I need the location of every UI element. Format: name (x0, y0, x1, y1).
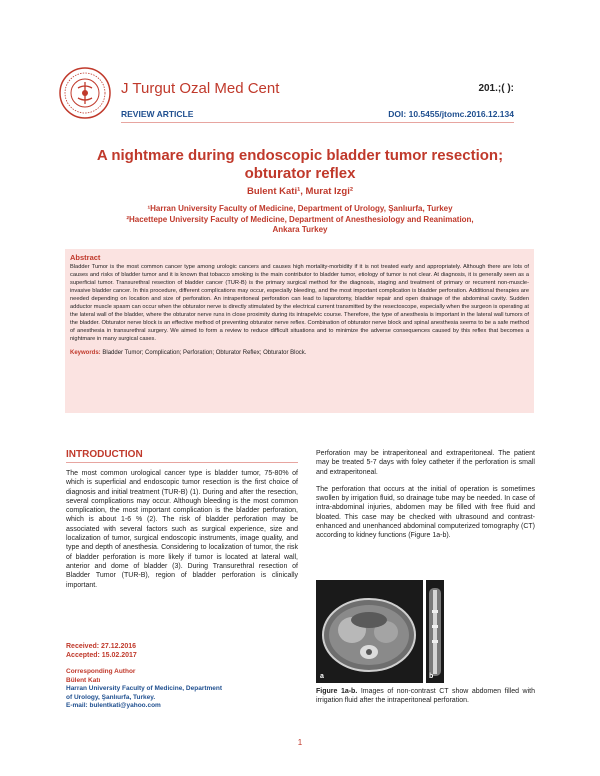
ct-scan-axial-icon (316, 580, 423, 683)
left-column (66, 449, 298, 590)
article-title (60, 147, 540, 183)
figure-label-a: a (320, 673, 324, 680)
abstract-box (65, 249, 534, 413)
title-line-1: A nightmare during endoscopic bladder tumor resection; (96, 147, 504, 164)
affiliations (60, 204, 540, 236)
ct-scan-coronal-icon (426, 580, 444, 683)
page-number: 1 (297, 738, 303, 747)
article-dates (66, 642, 137, 660)
right-column (316, 449, 535, 541)
abstract-text: Bladder Tumor is the most common cancer type among urologic cancers and causes high mortality-morbidity if it is not treated early and appropriately. Although there are lots of causes and risks of bladder tumor and it is known that tobacco smoking is the main contributor to bladder tumor, etiology of tumor is not clear. At diagnosis, it is generally seen as a superficial tumor. Transurethral resection of bladder cancer (TUR-B) is the primary surgical method for the diagnosis, staging and treatment of primary or recurrent non-muscle-invasive bladder cancer. In this procedure, different complications may occur, especially bleeding, and the most important complication is bladder perforation. Additional therapies are needed depending on location and size of perforation. An intraperitoneal perforation can lead to laparotomy, bladder repair and open drainage of the abdominal cavity. Sudden adductor muscle spasm can occur when the obturator nerve is directly stimulated by the electrical current transmitted by the resectoscope, especially when the surgeon is operating at the lateral wall of the bladder, where the obturator nerve runs in close proximity during its intrapelvic course. Therefore, the type of anesthesia is important in the lateral wall tumors of the bladder. Obturator nerve block is an effective method of preventing obturator nerve reflex. Combination of obturator nerve block and spinal anesthesia seems to be a safe method of anesthesia in transurethral surgery. We aimed to form a review to reduce difficult situations and to minimize the adverse consequences caused by this reflex that becomes a nightmare in many surgical cases. (70, 264, 529, 342)
figure-caption (316, 687, 535, 705)
keywords (70, 349, 529, 357)
corresponding-author (66, 668, 222, 711)
article-type: REVIEW ARTICLE (121, 109, 194, 119)
affiliation-2-city: Ankara Turkey (272, 225, 328, 234)
volume-info: 201.;( ): (478, 83, 514, 94)
introduction-heading: INTRODUCTION (66, 449, 298, 463)
corresponding-author-heading: Corresponding Author (66, 668, 136, 675)
corresponding-author-line-2: of Urology, Şanlıurfa, Turkey. (66, 693, 156, 701)
figure-1 (316, 580, 444, 683)
figure-caption-label: Figure 1a-b. (316, 688, 358, 695)
doi-link[interactable]: DOI: 10.5455/jtomc.2016.12.134 (388, 109, 514, 119)
abstract-heading: Abstract (70, 253, 101, 262)
keywords-label: Keywords: (70, 350, 101, 356)
perforation-paragraph-2: The perforation that occurs at the initial of operation is sometimes swollen by irrigation fluid, so drainage tube may be needed. In case of intra-abdominal injuries, abdomen may be filled with free fluid and bloated. This case may be checked with ultrasound and contrast-enhanced and unenhanced abdominal computerized tomography (CT) according to kidney functions (Figure 1a-b). (316, 485, 535, 540)
accepted-date: Accepted: 15.02.2017 (66, 652, 137, 659)
author-list: Bulent Kati¹, Murat Izgi² (246, 186, 354, 197)
corresponding-author-email[interactable]: E-mail: bulentkati@yahoo.com (66, 702, 161, 710)
received-date: Received: 27.12.2016 (66, 643, 137, 650)
corresponding-author-name: Bülent Katı (66, 676, 101, 684)
ct-image-b (426, 580, 444, 683)
title-line-2: obturator reflex (244, 165, 356, 182)
figure-caption-text: Images of non-contrast CT show abdomen filled with irrigation fluid after the intraperitoneal perforation. (316, 688, 535, 704)
introduction-paragraph: The most common urological cancer type is bladder tumor, 75-80% of which is superficial and endoscopic tumor resection is the first choice of diagnosis and initial treatment (TUR-B) (1). During and after the resection, several complications may occur. Although bleeding is the most common complication, the most important complication is the bladder perforation, which is about 1-6 % (2). The risk of bladder perforation may be associated with several factors such as surgical experience, size and localization of tumor, surgical endoscopic instruments, image quality, and type and depth of anesthesia. Considering to localization of tumor, the risk of bladder perforation is more likely if tumor is located at lateral wall, anterior and dome of bladder (3). During Transurethral resection of Bladder Tumor (TUR-B), region of bladder perforation is clinically important. (66, 470, 298, 589)
affiliation-2: ²Hacettepe University Faculty of Medicine, Department of Anesthesiology and Reanimation, (126, 214, 474, 224)
ct-image-a (316, 580, 423, 683)
affiliation-1: ¹Harran University Faculty of Medicine, Department of Urology, Şanlıurfa, Turkey (147, 204, 453, 213)
figure-label-b: b (429, 673, 434, 680)
corresponding-author-line-1: Harran University Faculty of Medicine, Department (66, 685, 223, 693)
header-divider (121, 122, 514, 123)
perforation-paragraph-1: Perforation may be intraperitoneal and extraperitoneal. The patient may be treated 5-7 days with foley catheter if the perforation is small and extraperitoneal. (316, 450, 535, 476)
keywords-list: Bladder Tumor; Complication; Perforation; Obturator Reflex; Obturator Block. (102, 350, 307, 356)
journal-title: J Turgut Ozal Med Cent (121, 80, 280, 97)
journal-seal-icon (58, 66, 112, 120)
